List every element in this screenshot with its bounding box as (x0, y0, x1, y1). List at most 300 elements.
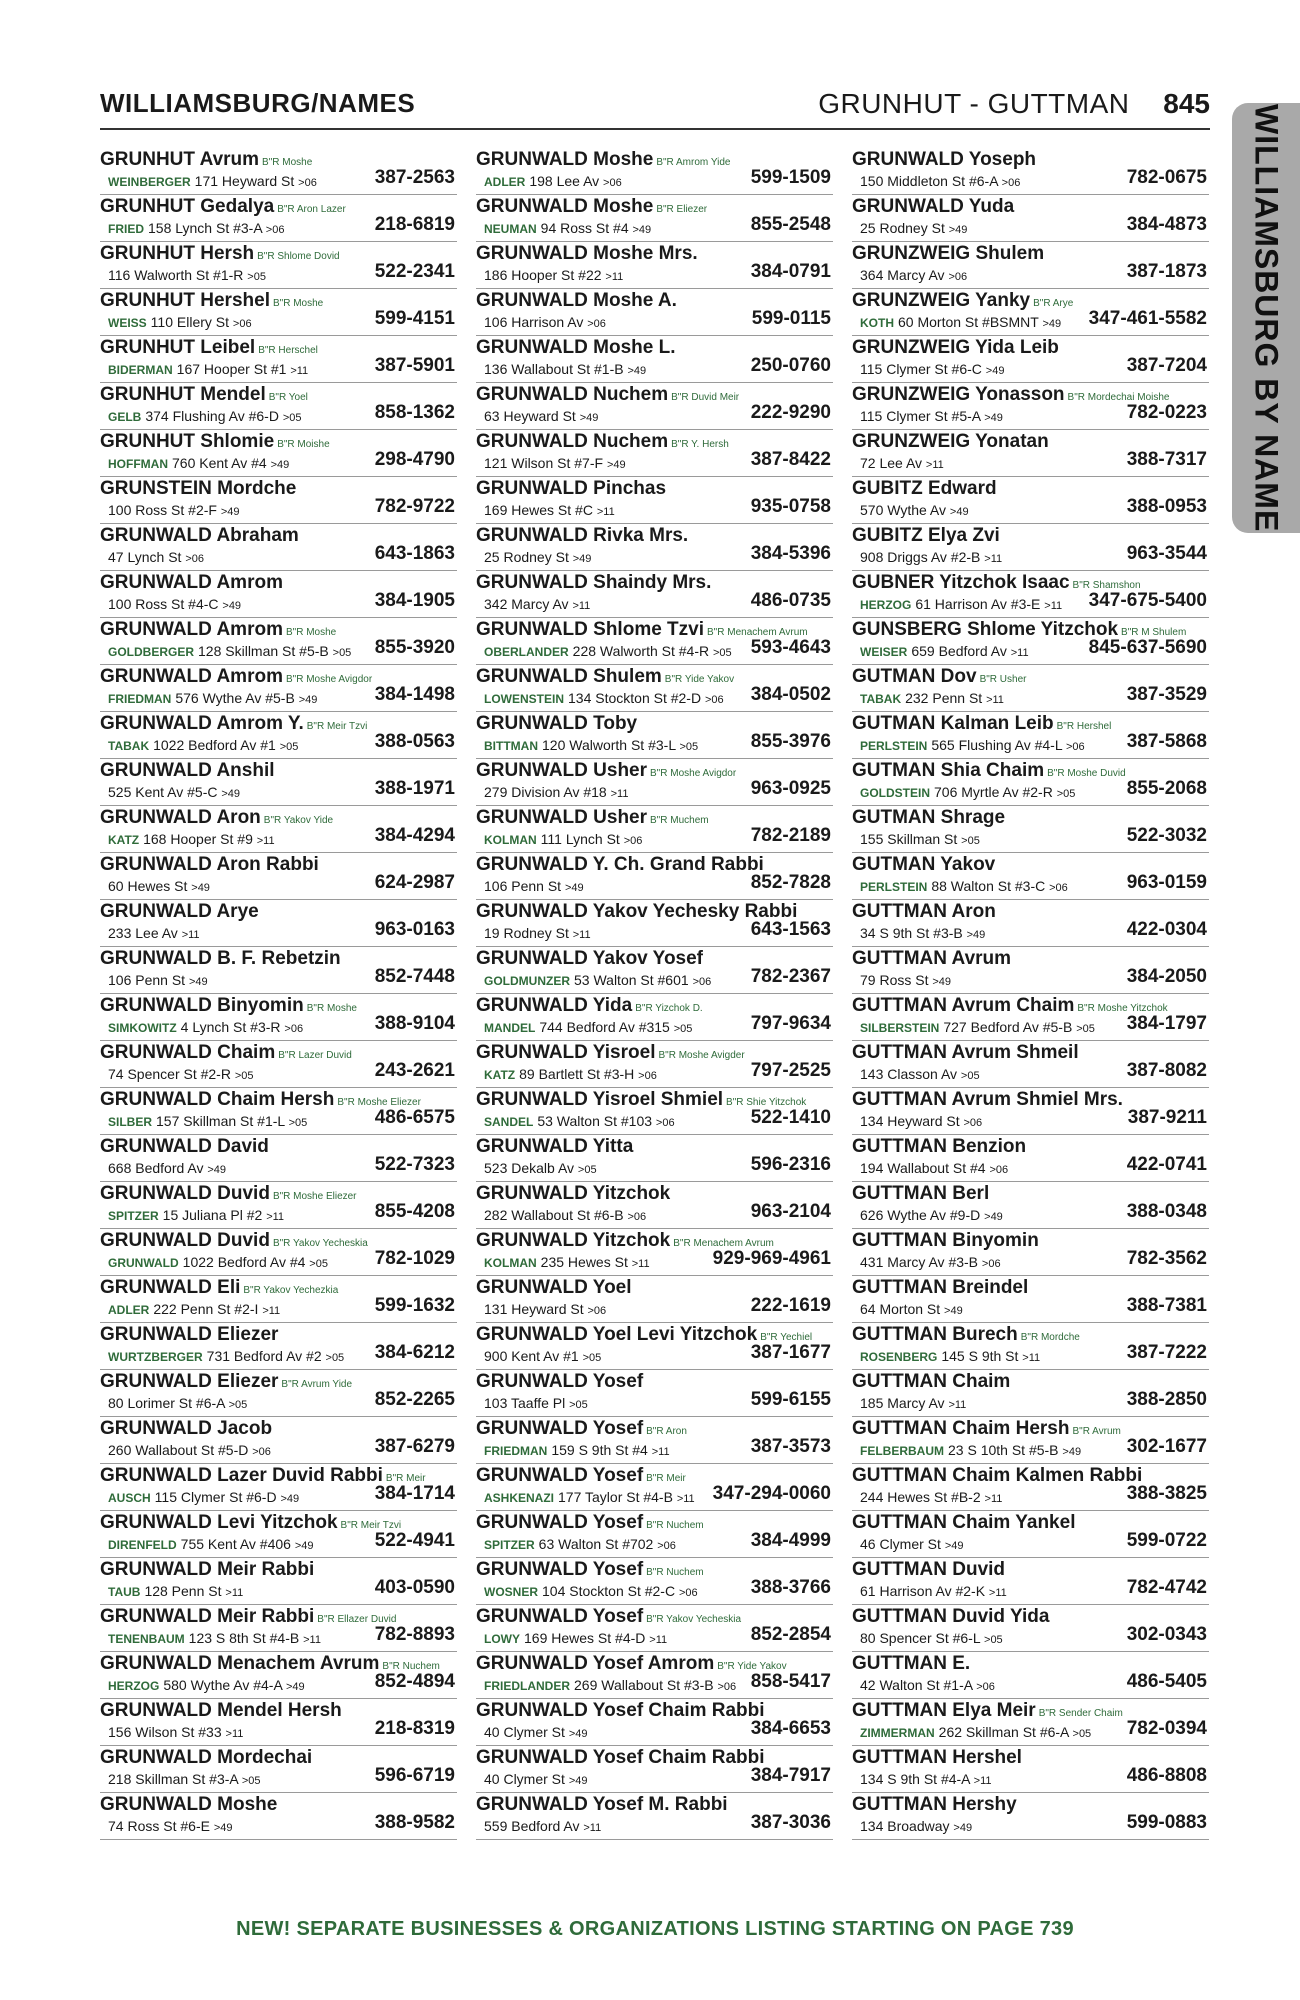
entry-zip: >11 (676, 1493, 695, 1505)
listing-entry (476, 853, 833, 900)
entry-phone: 963-0163 (374, 919, 455, 940)
entry-zip: >49 (985, 365, 1005, 377)
entry-zip: >49 (627, 365, 647, 377)
entry-address: 134 Heyward St (860, 1113, 960, 1129)
entry-address: 744 Bedford Av #315 (539, 1019, 670, 1035)
entry-address: 80 Lorimer St #6-A (108, 1395, 225, 1411)
entry-name: GRUNHUT Avrum (100, 149, 260, 170)
entry-phone: 302-0343 (1126, 1624, 1207, 1645)
entry-name: GRUNWALD Pinchas (476, 478, 667, 499)
listing-entry (852, 1793, 1209, 1840)
entry-address: 123 S 8th St #4-B (188, 1630, 300, 1646)
entry-address: 431 Marcy Av #3-B (860, 1254, 979, 1270)
entry-phone: 486-6575 (374, 1107, 455, 1128)
entry-address: 131 Heyward St (484, 1301, 584, 1317)
entry-address: 228 Walworth St #4-R (572, 643, 710, 659)
entry-relation: B"R Moshe (285, 627, 337, 638)
entry-address: 19 Rodney St (484, 925, 569, 941)
listing-entry (852, 477, 1209, 524)
entry-address: 40 Clymer St (484, 1724, 565, 1740)
entry-relation: B"R Nuchem (382, 1661, 440, 1672)
entry-zip: >05 (577, 1164, 597, 1176)
entry-name: GRUNWALD Yisroel (476, 1042, 656, 1063)
listing-entry (476, 148, 833, 195)
entry-zip: >11 (256, 835, 275, 847)
entry-address: 171 Heyward St (194, 173, 295, 189)
entry-zip: >06 (657, 1540, 676, 1552)
entry-zip: >49 (213, 1822, 233, 1834)
entry-relation: B"R Moshe Duvid (1047, 768, 1126, 779)
entry-address: 565 Flushing Av #4-L (931, 737, 1063, 753)
entry-name: GRUNWALD Aron (100, 807, 261, 828)
entry-maiden-name: SIMKOWITZ (108, 1021, 177, 1035)
entry-zip: >11 (925, 459, 944, 471)
entry-maiden-name: WURTZBERGER (108, 1350, 203, 1364)
entry-phone: 347-675-5400 (1088, 590, 1207, 611)
entry-name: GRUNWALD Meir Rabbi (100, 1559, 315, 1580)
entry-maiden-name: SPITZER (108, 1209, 159, 1223)
listing-entry (476, 524, 833, 571)
entry-name: GRUNWALD Yosef Chaim Rabbi (476, 1747, 765, 1768)
entry-address: 159 S 9th St #4 (551, 1442, 648, 1458)
listing-entry (852, 1652, 1209, 1699)
entry-address: 64 Morton St (860, 1301, 941, 1317)
entry-address: 232 Penn St (905, 690, 983, 706)
entry-name: GRUNWALD Yosef Chaim Rabbi (476, 1700, 765, 1721)
listing-entry (100, 1746, 457, 1793)
entry-phone: 388-9104 (374, 1013, 455, 1034)
entry-name: GUTTMAN Aron (852, 901, 996, 922)
entry-name: GRUNZWEIG Shulem (852, 243, 1045, 264)
entry-zip: >05 (228, 1399, 248, 1411)
entry-address: 106 Penn St (484, 878, 562, 894)
entry-name: GRUNWALD Rivka Mrs. (476, 525, 689, 546)
entry-maiden-name: GOLDBERGER (108, 645, 195, 659)
listing-entry (476, 900, 833, 947)
entry-relation: B"R Meir (646, 1473, 686, 1484)
entry-name: GRUNWALD Arye (100, 901, 259, 922)
entry-address: 900 Kent Av #1 (484, 1348, 579, 1364)
entry-name: GUTMAN Kalman Leib (852, 713, 1054, 734)
entry-address: 235 Hewes St (540, 1254, 628, 1270)
entry-name: GRUNHUT Hersh (100, 243, 255, 264)
entry-relation: B"R Aron (646, 1426, 687, 1437)
entry-maiden-name: HERZOG (108, 1679, 160, 1693)
listing-entry (852, 1417, 1209, 1464)
entry-zip: >11 (986, 694, 1004, 706)
entry-phone: 384-6212 (374, 1342, 455, 1363)
listing-entry (100, 1511, 457, 1558)
listing-entry (100, 618, 457, 665)
entry-zip: >05 (241, 1775, 261, 1787)
entry-relation: B"R Yide Yakov (664, 674, 735, 685)
listing-entry (100, 1088, 457, 1135)
listing-entry (852, 618, 1209, 665)
entry-zip: >11 (225, 1587, 244, 1599)
entry-name: GRUNWALD Anshil (100, 760, 275, 781)
entry-name: GRUNWALD B. F. Rebetzin (100, 948, 341, 969)
entry-phone: 388-0563 (374, 731, 455, 752)
entry-relation: B"R Herschel (258, 345, 318, 356)
entry-relation: B"R Meir Tzvi (306, 721, 368, 732)
entry-relation: B"R Meir Tzvi (340, 1520, 402, 1531)
entry-phone: 388-3825 (1126, 1483, 1207, 1504)
entry-phone: 347-294-0060 (712, 1483, 831, 1504)
entry-zip: >49 (579, 412, 599, 424)
entry-name: GUTMAN Yakov (852, 854, 996, 875)
entry-phone: 782-0675 (1126, 167, 1207, 188)
entry-zip: >06 (587, 318, 606, 330)
entry-name: GRUNWALD Meir Rabbi (100, 1606, 315, 1627)
entry-name: GUTTMAN Chaim Hersh (852, 1418, 1070, 1439)
entry-relation: B"R Moishe (277, 439, 330, 450)
listing-entry (100, 900, 457, 947)
entry-name: GUTTMAN Burech (852, 1324, 1018, 1345)
entry-name: GRUNHUT Mendel (100, 384, 266, 405)
entry-relation: B"R Nuchem (646, 1520, 704, 1531)
entry-name: GRUNWALD Yosef (476, 1606, 644, 1627)
entry-name: GUTMAN Shia Chaim (852, 760, 1045, 781)
entry-address: 282 Wallabout St #6-B (484, 1207, 624, 1223)
entry-phone: 852-2265 (374, 1389, 455, 1410)
entry-address: 128 Skillman St #5-B (198, 643, 329, 659)
entry-name: GUTTMAN Chaim Yankel (852, 1512, 1076, 1533)
listing-entry (852, 994, 1209, 1041)
listing-entry (100, 1229, 457, 1276)
entry-name: GRUNWALD Moshe (476, 196, 654, 217)
entry-name: GRUNWALD Moshe A. (476, 290, 677, 311)
entry-zip: >49 (984, 1211, 1003, 1223)
entry-address: 626 Wythe Av #9-D (860, 1207, 981, 1223)
entry-zip: >11 (266, 1211, 285, 1223)
entry-phone: 782-4742 (1126, 1577, 1207, 1598)
entry-address: 34 S 9th St #3-B (860, 925, 963, 941)
entry-phone: 852-4894 (374, 1671, 455, 1692)
listing-entry (476, 806, 833, 853)
entry-relation: B"R Shamshon (1072, 580, 1141, 591)
listing-entry (476, 1276, 833, 1323)
entry-address: 74 Spencer St #2-R (108, 1066, 231, 1082)
page-number: 845 (1163, 88, 1210, 119)
entry-phone: 387-2563 (374, 167, 455, 188)
entry-address: 755 Kent Av #406 (180, 1536, 291, 1552)
entry-phone: 855-2068 (1126, 778, 1207, 799)
listing-entry (852, 1276, 1209, 1323)
entry-maiden-name: LOWENSTEIN (484, 692, 564, 706)
entry-phone: 782-0394 (1126, 1718, 1207, 1739)
listing-entry (100, 1605, 457, 1652)
entry-address: 128 Penn St (144, 1583, 222, 1599)
listing-entry (100, 1276, 457, 1323)
listing-entry (476, 1182, 833, 1229)
listing-entry (852, 1182, 1209, 1229)
entry-relation: B"R Yechiel (760, 1332, 813, 1343)
entry-name: GUTTMAN Benzion (852, 1136, 1027, 1157)
entry-phone: 384-2050 (1126, 966, 1207, 987)
entry-address: 168 Hooper St #9 (143, 831, 253, 847)
entry-zip: >11 (631, 1258, 650, 1270)
entry-name: GRUNWALD Nuchem (476, 384, 669, 405)
entry-name: GUTTMAN Duvid Yida (852, 1606, 1050, 1627)
entry-address: 233 Lee Av (108, 925, 178, 941)
entry-name: GRUNSTEIN Mordche (100, 478, 297, 499)
entry-name: GRUNHUT Gedalya (100, 196, 275, 217)
listing-entry (476, 1229, 833, 1276)
entry-maiden-name: KOLMAN (484, 1256, 537, 1270)
listing-entry (852, 336, 1209, 383)
entry-maiden-name: FRIEDMAN (484, 1444, 548, 1458)
entry-phone: 596-6719 (374, 1765, 455, 1786)
entry-phone: 384-4294 (374, 825, 455, 846)
listing-entry (100, 383, 457, 430)
entry-zip: >06 (981, 1258, 1001, 1270)
entry-name: GUTTMAN Berl (852, 1183, 990, 1204)
entry-relation: B"R Yakov Yecheskia (272, 1238, 368, 1249)
listing-entry (100, 665, 457, 712)
entry-maiden-name: ZIMMERMAN (860, 1726, 935, 1740)
entry-zip: >11 (290, 365, 309, 377)
entry-relation: B"R Moshe (272, 298, 324, 309)
entry-phone: 222-1619 (750, 1295, 831, 1316)
entry-phone: 384-4873 (1126, 214, 1207, 235)
entry-maiden-name: NEUMAN (484, 222, 537, 236)
entry-name: GRUNWALD Menachem Avrum (100, 1653, 380, 1674)
entry-maiden-name: GOLDSTEIN (860, 786, 931, 800)
entry-phone: 298-4790 (374, 449, 455, 470)
listing-entry (476, 571, 833, 618)
entry-address: 279 Division Av #18 (484, 784, 607, 800)
entry-zip: >06 (704, 694, 724, 706)
entry-relation: B"R Yakov Yechezkia (243, 1285, 339, 1296)
listing-entry (852, 947, 1209, 994)
entry-relation: B"R Menachem Avrum (707, 627, 808, 638)
entry-maiden-name: FRIEDMAN (108, 692, 172, 706)
entry-zip: >05 (332, 647, 352, 659)
entry-zip: >05 (279, 741, 299, 753)
entry-relation: B"R Moshe (262, 157, 313, 168)
entry-zip: >49 (606, 459, 626, 471)
entry-address: 523 Dekalb Av (484, 1160, 575, 1176)
footer-notice: NEW! SEPARATE BUSINESSES & ORGANIZATIONS LISTING STARTING ON PAGE 739 (236, 1918, 1074, 1940)
entry-name: GRUNWALD Chaim (100, 1042, 276, 1063)
entry-address: 115 Clymer St #5-A (860, 408, 981, 424)
entry-phone: 522-3032 (1126, 825, 1207, 846)
entry-phone: 387-3036 (750, 1812, 831, 1833)
entry-phone: 858-5417 (750, 1671, 831, 1692)
entry-address: 72 Lee Av (860, 455, 923, 471)
entry-zip: >05 (582, 1352, 602, 1364)
entry-zip: >06 (678, 1587, 698, 1599)
entry-name: GUTMAN Dov (852, 666, 977, 687)
entry-address: 706 Myrtle Av #2-R (934, 784, 1053, 800)
entry-phone: 643-1563 (750, 919, 831, 940)
entry-phone: 782-8893 (374, 1624, 455, 1645)
entry-phone: 387-9211 (1127, 1107, 1207, 1128)
entry-phone: 384-0502 (750, 684, 831, 705)
entry-zip: >06 (1049, 882, 1068, 894)
entry-name: GUNSBERG Shlome Yitzchok (852, 619, 1119, 640)
entry-maiden-name: TENENBAUM (108, 1632, 185, 1646)
entry-zip: >11 (649, 1634, 668, 1646)
entry-name: GUTTMAN Breindel (852, 1277, 1029, 1298)
entry-name: GRUNZWEIG Yida Leib (852, 337, 1059, 358)
entry-phone: 782-9722 (374, 496, 455, 517)
entry-zip: >06 (989, 1164, 1009, 1176)
entry-zip: >49 (632, 224, 652, 236)
listing-entry (476, 1699, 833, 1746)
listing-entry (476, 1511, 833, 1558)
entry-address: 576 Wythe Av #5-B (175, 690, 295, 706)
entry-relation: B"R Aron Lazer (277, 204, 346, 215)
entry-zip: >11 (651, 1446, 670, 1458)
listing-entry (852, 1088, 1209, 1135)
entry-zip: >06 (976, 1681, 995, 1693)
entry-maiden-name: KOTH (860, 316, 894, 330)
listing-entry (476, 1370, 833, 1417)
entry-address: 158 Lynch St #3-A (148, 220, 262, 236)
entry-maiden-name: AUSCH (108, 1491, 151, 1505)
entry-zip: >49 (944, 1540, 964, 1552)
entry-zip: >06 (623, 835, 643, 847)
listing-entry (476, 1652, 833, 1699)
entry-zip: >05 (679, 741, 699, 753)
entry-phone: 218-8319 (374, 1718, 455, 1739)
section-title: WILLIAMSBURG/NAMES (100, 88, 416, 118)
entry-zip: >49 (1062, 1446, 1082, 1458)
entry-phone: 387-3573 (750, 1436, 831, 1457)
entry-phone: 935-0758 (750, 496, 831, 517)
entry-maiden-name: SANDEL (484, 1115, 534, 1129)
entry-name: GRUNWALD Yosef (476, 1371, 644, 1392)
entry-zip: >06 (1001, 177, 1021, 189)
entry-address: 155 Skillman St (860, 831, 958, 847)
entry-name: GUTTMAN Hershel (852, 1747, 1022, 1768)
entry-phone: 963-3544 (1126, 543, 1207, 564)
entry-name: GRUNWALD Nuchem (476, 431, 669, 452)
entry-phone: 388-7317 (1126, 449, 1207, 470)
entry-zip: >05 (961, 835, 980, 847)
entry-maiden-name: KATZ (484, 1068, 516, 1082)
entry-name: GUTTMAN Avrum Shmiel Mrs. (852, 1089, 1123, 1110)
entry-name: GUTTMAN Hershy (852, 1794, 1017, 1815)
entry-name: GRUNHUT Leibel (100, 337, 256, 358)
entry-maiden-name: WEISS (108, 316, 147, 330)
entry-name: GRUNWALD Amrom Y. (100, 713, 304, 734)
listing-column-1 (100, 148, 457, 1840)
entry-phone: 387-1873 (1126, 261, 1207, 282)
listing-entry (476, 1793, 833, 1840)
entry-phone: 599-0722 (1126, 1530, 1207, 1551)
entry-zip: >49 (568, 1728, 588, 1740)
listing-column-3 (852, 148, 1209, 1840)
listing-entry (852, 1135, 1209, 1182)
entry-maiden-name: FRIEDLANDER (484, 1679, 570, 1693)
entry-address: 525 Kent Av #5-C (108, 784, 218, 800)
entry-zip: >06 (603, 177, 622, 189)
listing-entry (476, 665, 833, 712)
listing-entry (100, 430, 457, 477)
listing-entry (100, 759, 457, 806)
entry-address: 1022 Bedford Av #1 (153, 737, 276, 753)
entry-name: GUTTMAN Binyomin (852, 1230, 1039, 1251)
entry-zip: >11 (262, 1305, 281, 1317)
entry-relation: B"R Shlome Dovid (257, 251, 340, 262)
entry-address: 559 Bedford Av (484, 1818, 580, 1834)
entry-zip: >05 (1076, 1023, 1095, 1035)
entry-address: 89 Bartlett St #3-H (519, 1066, 635, 1082)
entry-address: 727 Bedford Av #5-B (943, 1019, 1073, 1035)
entry-phone: 388-7381 (1126, 1295, 1207, 1316)
listing-entry (100, 571, 457, 618)
entry-relation: B"R M Shulem (1121, 627, 1187, 638)
entry-phone: 384-6653 (750, 1718, 831, 1739)
entry-zip: >06 (692, 976, 712, 988)
entry-name: GRUNWALD Binyomin (100, 995, 304, 1016)
entry-maiden-name: FRIED (108, 222, 144, 236)
entry-zip: >49 (932, 976, 952, 988)
entry-zip: >11 (610, 788, 629, 800)
entry-address: 1022 Bedford Av #4 (182, 1254, 306, 1270)
entry-phone: 387-5868 (1126, 731, 1207, 752)
entry-phone: 250-0760 (750, 355, 831, 376)
entry-address: 731 Bedford Av #2 (206, 1348, 322, 1364)
entry-zip: >11 (225, 1728, 244, 1740)
entry-zip: >05 (309, 1258, 328, 1270)
entry-phone: 797-2525 (750, 1060, 831, 1081)
entry-address: 103 Taaffe Pl (484, 1395, 566, 1411)
entry-name: GRUNWALD Amrom (100, 572, 283, 593)
entry-relation: B"R Moshe (306, 1003, 357, 1014)
entry-phone: 387-5901 (374, 355, 455, 376)
listing-entry (852, 665, 1209, 712)
entry-address: 111 Lynch St (540, 831, 620, 847)
entry-phone: 963-0925 (750, 778, 831, 799)
entry-zip: >11 (973, 1775, 992, 1787)
listing-entry (100, 712, 457, 759)
entry-zip: >05 (984, 1634, 1003, 1646)
entry-zip: >49 (220, 506, 240, 518)
entry-relation: B"R Meir (385, 1473, 426, 1484)
entry-name: GRUNWALD Moshe (100, 1794, 278, 1815)
entry-zip: >05 (1072, 1728, 1092, 1740)
entry-relation: B"R Avrum Yide (281, 1379, 353, 1390)
entry-zip: >49 (568, 1775, 588, 1787)
entry-phone: 403-0590 (374, 1577, 455, 1598)
listing-entry (852, 195, 1209, 242)
entry-phone: 243-2621 (374, 1060, 455, 1081)
entry-relation: B"R Y. Hersh (671, 439, 729, 450)
entry-relation: B"R Avrum (1072, 1426, 1121, 1437)
entry-name: GRUNWALD Jacob (100, 1418, 273, 1439)
entry-phone: 387-6279 (374, 1436, 455, 1457)
entry-name: GRUNWALD Y. Ch. Grand Rabbi (476, 854, 764, 875)
entry-maiden-name: WEINBERGER (108, 175, 191, 189)
entry-name: GUTTMAN Avrum Chaim (852, 995, 1075, 1016)
entry-maiden-name: TABAK (108, 739, 150, 753)
entry-phone: 384-7917 (750, 1765, 831, 1786)
listing-entry (476, 947, 833, 994)
entry-name: GUBITZ Edward (852, 478, 997, 499)
entry-zip: >06 (638, 1070, 657, 1082)
entry-maiden-name: SILBERSTEIN (860, 1021, 940, 1035)
entry-phone: 599-1632 (374, 1295, 455, 1316)
entry-relation: B"R Ellazer Duvid (317, 1614, 397, 1625)
entry-address: 121 Wilson St #7-F (484, 455, 604, 471)
entry-maiden-name: TAUB (108, 1585, 141, 1599)
entry-phone: 593-4643 (750, 637, 831, 658)
entry-phone: 388-1971 (374, 778, 455, 799)
entry-address: 42 Walton St #1-A (860, 1677, 973, 1693)
